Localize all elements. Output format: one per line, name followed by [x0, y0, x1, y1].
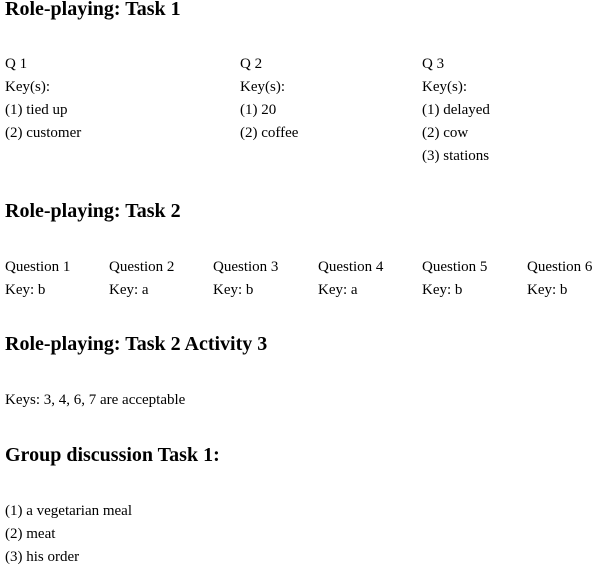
group-discussion-answer-1: (1) a vegetarian meal — [5, 503, 133, 519]
task1-q3-answer-2: (2) cow — [422, 125, 469, 141]
task2-question-4-key: Key: a — [318, 282, 358, 298]
task1-q2-label: Q 2 — [240, 56, 263, 72]
task1-q2-keys-label: Key(s): — [240, 79, 285, 95]
task2-question-1-label: Question 1 — [5, 259, 71, 275]
task1-q3-answer-3: (3) stations — [422, 148, 490, 164]
task1-heading: Role-playing: Task 1 — [5, 0, 181, 20]
task1-q1-keys-label: Key(s): — [5, 79, 50, 95]
task1-q1-answer-2: (2) customer — [5, 125, 82, 141]
task2-question-2-label: Question 2 — [109, 259, 175, 275]
task2-question-6-label: Question 6 — [527, 259, 593, 275]
task2-question-1-key: Key: b — [5, 282, 46, 298]
group-discussion-answer-2: (2) meat — [5, 526, 56, 542]
task1-q3-keys-label: Key(s): — [422, 79, 467, 95]
task2-question-5-key: Key: b — [422, 282, 463, 298]
group-discussion-heading: Group discussion Task 1: — [5, 444, 220, 466]
task1-q1-answer-1: (1) tied up — [5, 102, 68, 118]
task2-question-3-key: Key: b — [213, 282, 254, 298]
task1-q3-label: Q 3 — [422, 56, 445, 72]
task2-heading: Role-playing: Task 2 — [5, 200, 181, 222]
task2-question-3-label: Question 3 — [213, 259, 279, 275]
task2-question-2-key: Key: a — [109, 282, 149, 298]
task1-q3-answer-1: (1) delayed — [422, 102, 490, 118]
task2-question-6-key: Key: b — [527, 282, 568, 298]
activity3-keys: Keys: 3, 4, 6, 7 are acceptable — [5, 392, 186, 408]
task1-q2-answer-1: (1) 20 — [240, 102, 277, 118]
task2-question-5-label: Question 5 — [422, 259, 488, 275]
activity3-heading: Role-playing: Task 2 Activity 3 — [5, 333, 268, 355]
task1-q1-label: Q 1 — [5, 56, 28, 72]
group-discussion-answer-3: (3) his order — [5, 549, 80, 565]
task2-question-4-label: Question 4 — [318, 259, 384, 275]
task1-q2-answer-2: (2) coffee — [240, 125, 299, 141]
